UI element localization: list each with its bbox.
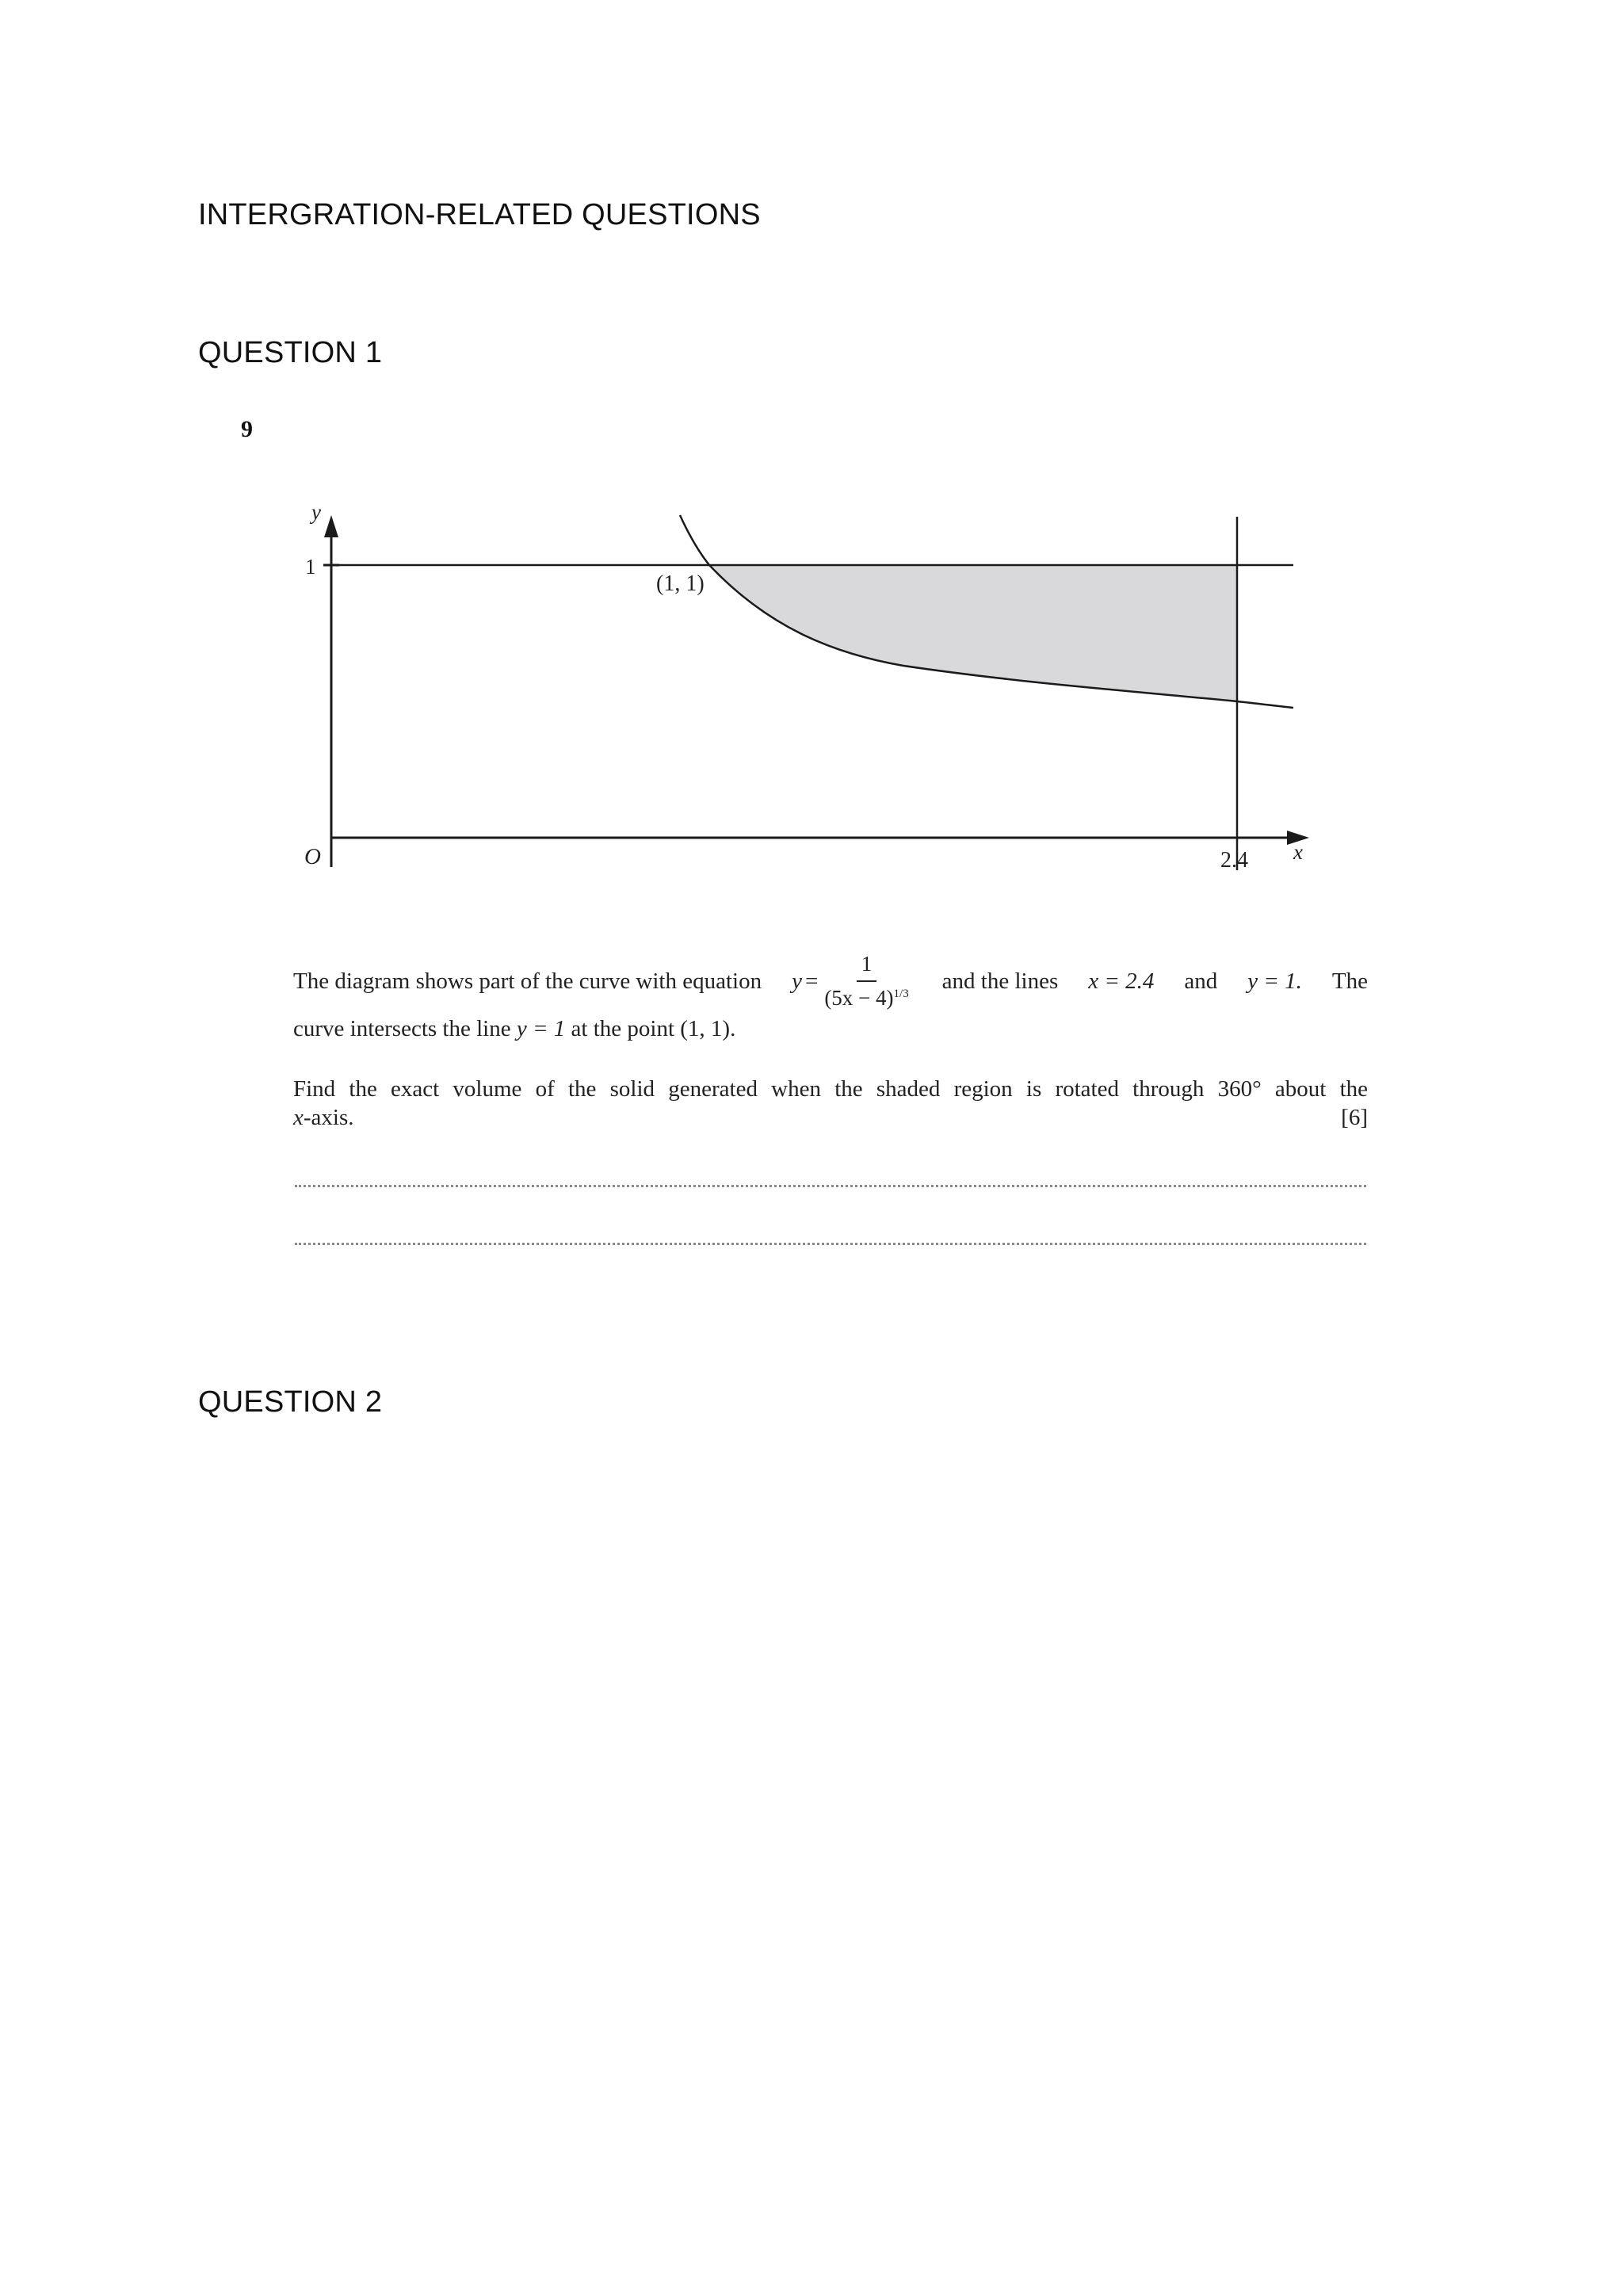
y-axis-arrowhead xyxy=(324,515,338,537)
origin-label: O xyxy=(304,844,321,869)
question-number: 9 xyxy=(241,416,253,442)
y-axis-label: y xyxy=(311,500,321,524)
document-title: INTERGRATION-RELATED QUESTIONS xyxy=(198,198,761,231)
text-p1-line2-start: curve intersects the line xyxy=(293,1016,511,1041)
text-p1-mid: and the lines xyxy=(941,968,1059,994)
question-text-line-1 xyxy=(293,942,1368,1021)
instruction-line-1: Find the exact volume of the solid generated when the shaded region is rotated through 360° about the xyxy=(293,1076,1368,1102)
text-and: and xyxy=(1184,968,1218,994)
instruction-x: x xyxy=(293,1105,304,1131)
text-y-equation: y = 1. xyxy=(1247,968,1302,994)
text-p1-line2-end: at the point (1, 1). xyxy=(571,1016,736,1041)
eq-denominator xyxy=(824,982,908,1012)
x-axis-label: x xyxy=(1293,840,1303,864)
question-1-heading: QUESTION 1 xyxy=(198,336,383,369)
integration-diagram xyxy=(0,0,1623,911)
eq-equals: = xyxy=(804,968,819,994)
text-the: The xyxy=(1331,968,1368,994)
eq-numerator: 1 xyxy=(857,951,877,982)
eq-y: y xyxy=(792,968,802,994)
equation xyxy=(792,951,912,1012)
shaded-region xyxy=(709,565,1237,701)
text-x-equation: x = 2.4 xyxy=(1088,968,1155,994)
eq-den-base: (5x − 4) xyxy=(824,985,894,1010)
instruction-axis: -axis. xyxy=(303,1105,354,1131)
text-p1-start: The diagram shows part of the curve with equation xyxy=(293,968,762,994)
y-tick-label: 1 xyxy=(305,555,316,579)
point-label: (1, 1) xyxy=(656,571,705,596)
question-text-line-2 xyxy=(293,1014,1368,1043)
text-p1-line2-y: y = 1 xyxy=(516,1016,566,1041)
eq-den-exponent: 1/3 xyxy=(893,987,909,1000)
eq-fraction xyxy=(824,951,908,1012)
question-2-heading: QUESTION 2 xyxy=(198,1385,383,1419)
x-tick-label: 2.4 xyxy=(1220,848,1248,873)
answer-line-1[interactable] xyxy=(295,1185,1366,1187)
question-instruction xyxy=(293,1075,1368,1133)
answer-line-2[interactable] xyxy=(295,1243,1366,1245)
instruction-line-2 xyxy=(293,1103,1368,1132)
marks-label: [6] xyxy=(1341,1105,1368,1131)
